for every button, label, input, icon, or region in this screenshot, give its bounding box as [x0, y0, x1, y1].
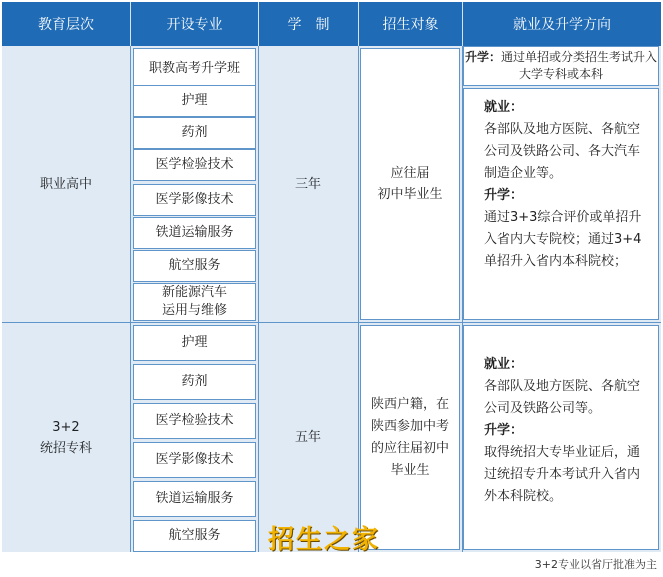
- watermark-text: 招生之家: [268, 525, 381, 555]
- header-direction: 就业及升学方向: [462, 2, 661, 46]
- duration-5yr: 五年: [294, 430, 321, 445]
- major-item: 航空服务: [133, 250, 256, 282]
- duration-3yr: 三年: [294, 176, 321, 192]
- major-item: 航空服务: [133, 520, 256, 552]
- further-study-label: 升学：: [464, 50, 501, 64]
- enrollment-table: [2, 2, 661, 552]
- major-item: 护理: [133, 85, 256, 117]
- major-item: 铁道运输服务: [133, 217, 256, 249]
- level-3plus2: 3+2 统招专科: [39, 419, 92, 456]
- major-item: 药剂: [133, 117, 256, 149]
- header-major: 开设专业: [130, 2, 258, 46]
- major-item: 医学检验技术: [133, 149, 256, 181]
- further-study-text: 通过单招或分类招生考试升入大学专科或本科: [501, 50, 658, 81]
- major-item: 药剂: [133, 364, 256, 400]
- direction-detail-2: [463, 325, 659, 550]
- employment-text: 各部队及地方医院、各航空公司及铁路公司、各大汽车制造企业等。: [484, 122, 641, 181]
- column-divider: [130, 46, 131, 552]
- further-study-summary: [463, 46, 659, 86]
- footnote: 3+2专业以省厅批准为主: [534, 558, 657, 571]
- employment-label: 就业：: [484, 357, 524, 372]
- further-label: 升学：: [484, 188, 524, 203]
- employment-text: 各部队及地方医院、各航空公司及铁路公司等。: [484, 379, 641, 416]
- direction-detail-1: [463, 88, 659, 320]
- major-item: 医学检验技术: [133, 403, 256, 439]
- level-vocational: 职业高中: [39, 176, 92, 192]
- target-1: 应往届 初中毕业生: [360, 48, 460, 320]
- major-item: 医学影像技术: [133, 184, 256, 216]
- major-item: 铁道运输服务: [133, 481, 256, 517]
- header-target: 招生对象: [358, 2, 462, 46]
- column-divider: [358, 46, 359, 552]
- further-text: 通过3+3综合评价或单招升入省内大专院校；通过3+4单招升入省内本科院校；: [484, 210, 642, 269]
- employment-label: 就业：: [484, 100, 524, 115]
- header-level: 教育层次: [2, 2, 130, 46]
- major-item: 新能源汽车 运用与维修: [133, 283, 256, 321]
- further-label: 升学：: [484, 423, 524, 438]
- header-duration: 学 制: [258, 2, 358, 46]
- major-item: 医学影像技术: [133, 442, 256, 478]
- target-2: 陕西户籍，在陕西参加中考的应往届初中毕业生: [360, 325, 460, 550]
- major-item: 职教高考升学班: [133, 48, 256, 89]
- further-text: 取得统招大专毕业证后，通过统招专升本考试升入省内外本科院校。: [484, 445, 641, 504]
- major-item: 护理: [133, 325, 256, 361]
